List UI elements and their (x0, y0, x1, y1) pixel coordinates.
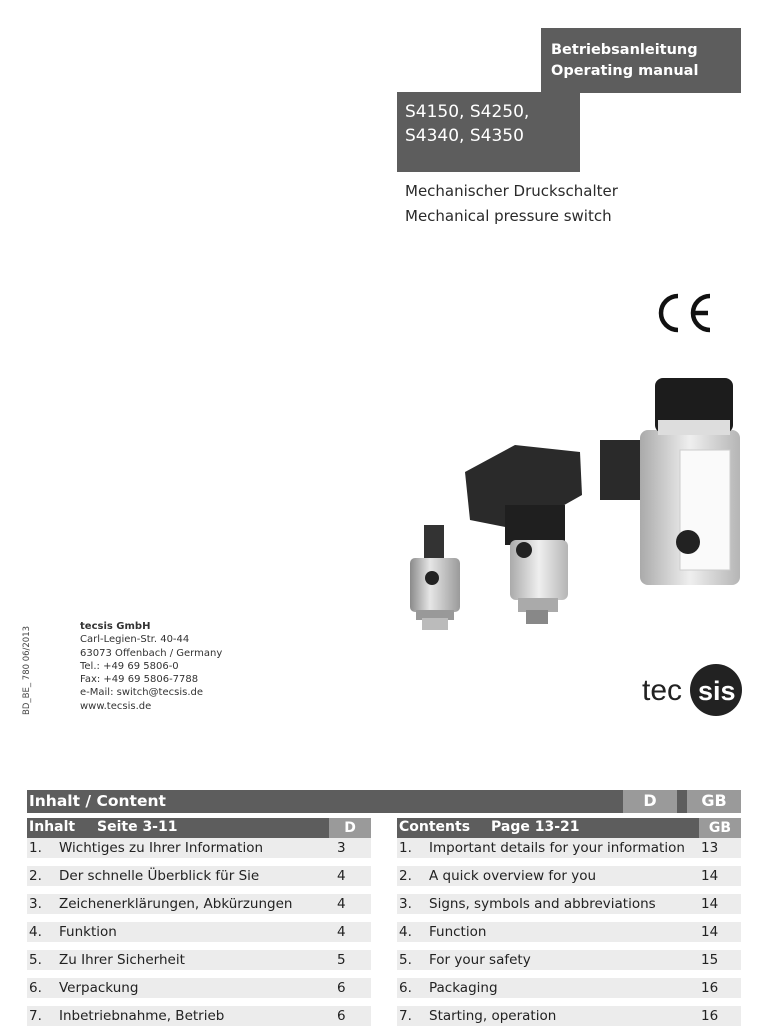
toc-entry[interactable] (27, 1006, 371, 1026)
toc-entry-label: A quick overview for you (429, 868, 597, 884)
toc-entry-label: For your safety (429, 952, 531, 968)
toc-entry-number: 6. (399, 980, 412, 996)
product-small-switch (410, 525, 460, 630)
toc-entry-label: Zeichenerklärungen, Abkürzungen (59, 896, 293, 912)
toc-entry-number: 5. (399, 952, 412, 968)
toc-entry-page: 16 (701, 980, 719, 996)
toc-entry[interactable] (27, 922, 371, 942)
toc-tag-gb: GB (687, 790, 741, 813)
toc-header (27, 790, 741, 813)
toc-entry-label: Inbetriebnahme, Betrieb (59, 1008, 225, 1024)
toc-column-de (27, 818, 371, 1034)
toc-en-lang: GB (699, 818, 741, 838)
company-email: e-Mail: switch@tecsis.de (80, 687, 203, 699)
document-id: BD_BE_ 780 06/2013 (22, 625, 32, 715)
toc-entry[interactable] (397, 978, 741, 998)
toc-de-lang: D (329, 818, 371, 838)
model-numbers-line1: S4150, S4250, (405, 102, 530, 122)
toc-entry-page: 14 (701, 924, 719, 940)
logo-text-part1: tec (642, 674, 683, 707)
toc-entry-label: Funktion (59, 924, 117, 940)
toc-entry-label: Function (429, 924, 487, 940)
toc-column-en (397, 818, 741, 1034)
toc-tag-de: D (623, 790, 677, 813)
company-city: 63073 Offenbach / Germany (80, 647, 223, 659)
company-address (80, 620, 222, 713)
subtitle-de: Mechanischer Druckschalter (405, 182, 618, 200)
company-fax: Fax: +49 69 5806-7788 (80, 674, 199, 686)
toc-entry-label: Important details for your information (429, 840, 685, 856)
manual-title-box (541, 28, 741, 93)
toc-entry-page: 15 (701, 952, 719, 968)
toc-entry-page: 4 (337, 896, 346, 912)
toc-entry-number: 5. (29, 952, 42, 968)
toc-entry-number: 7. (29, 1008, 42, 1024)
toc-entry[interactable] (27, 950, 371, 970)
toc-entry-number: 2. (29, 868, 42, 884)
toc-entry-number: 2. (399, 868, 412, 884)
toc-entry-page: 6 (337, 980, 346, 996)
toc-de-page-range: Seite 3-11 (97, 819, 178, 835)
toc-entry-number: 7. (399, 1008, 412, 1024)
toc-en-page-range: Page 13-21 (491, 819, 580, 835)
model-numbers-box (397, 92, 580, 172)
toc-entry[interactable] (27, 838, 371, 858)
toc-entry[interactable] (27, 978, 371, 998)
toc-entry-page: 3 (337, 840, 346, 856)
toc-entry-label: Verpackung (59, 980, 139, 996)
toc-entry[interactable] (27, 894, 371, 914)
toc-entry-number: 4. (29, 924, 42, 940)
toc-entry[interactable] (397, 894, 741, 914)
toc-de-heading-label: Inhalt (29, 819, 76, 835)
company-website: www.tecsis.de (80, 700, 152, 712)
toc-entry-number: 6. (29, 980, 42, 996)
toc-entry-label: Starting, operation (429, 1008, 557, 1024)
toc-en-heading-label: Contents (399, 819, 471, 835)
toc-entry-page: 6 (337, 1008, 346, 1024)
company-tel: Tel.: +49 69 5806-0 (80, 660, 179, 672)
toc-en-heading (397, 818, 741, 838)
toc-entry-page: 4 (337, 924, 346, 940)
toc-entry-page: 4 (337, 868, 346, 884)
toc-entry[interactable] (397, 1006, 741, 1026)
toc-entry[interactable] (27, 866, 371, 886)
toc-entry-label: Zu Ihrer Sicherheit (59, 952, 185, 968)
company-name: tecsis GmbH (80, 621, 151, 632)
toc-entry-page: 14 (701, 868, 719, 884)
company-street: Carl-Legien-Str. 40-44 (80, 634, 190, 646)
manual-title-en: Operating manual (551, 63, 699, 79)
toc-entry-label: Der schnelle Überblick für Sie (59, 868, 260, 884)
toc-entry[interactable] (397, 838, 741, 858)
toc-entry-page: 5 (337, 952, 346, 968)
toc-entry-page: 14 (701, 896, 719, 912)
ce-mark-icon (652, 288, 716, 338)
product-medium-switch (465, 445, 582, 624)
subtitle-en: Mechanical pressure switch (405, 207, 612, 225)
toc-entry-number: 1. (29, 840, 42, 856)
toc-entry[interactable] (397, 866, 741, 886)
toc-entry[interactable] (397, 950, 741, 970)
toc-entry-page: 13 (701, 840, 719, 856)
toc-entry-number: 4. (399, 924, 412, 940)
logo-text-part2: sis (698, 676, 736, 706)
toc-title: Inhalt / Content (29, 792, 166, 810)
toc-entry-label: Wichtiges zu Ihrer Information (59, 840, 264, 856)
product-photo (400, 360, 750, 630)
toc-entry-number: 1. (399, 840, 412, 856)
toc-entry-number: 3. (399, 896, 412, 912)
toc-entry-label: Packaging (429, 980, 498, 996)
toc-entry-number: 3. (29, 896, 42, 912)
product-large-switch (600, 378, 740, 585)
toc-entry-label: Signs, symbols and abbreviations (429, 896, 656, 912)
model-numbers-line2: S4340, S4350 (405, 126, 524, 146)
toc-de-heading (27, 818, 371, 838)
tecsis-logo (640, 660, 744, 720)
toc-entry-page: 16 (701, 1008, 719, 1024)
manual-title-de: Betriebsanleitung (551, 42, 698, 58)
toc-entry[interactable] (397, 922, 741, 942)
